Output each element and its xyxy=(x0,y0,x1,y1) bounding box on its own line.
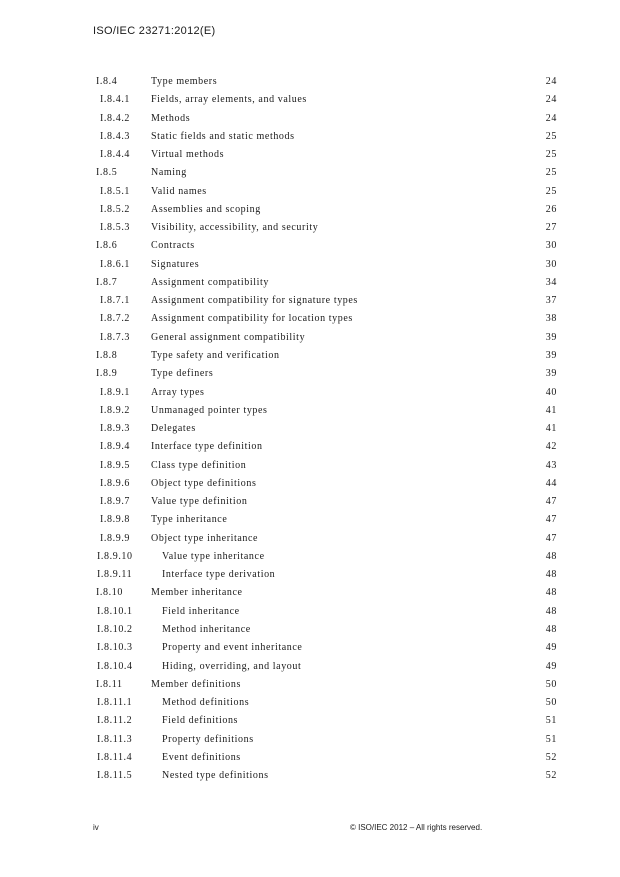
toc-entry[interactable] xyxy=(0,621,620,639)
toc-entry[interactable] xyxy=(0,256,620,274)
toc-entry-title: Static fields and static methods xyxy=(151,130,295,142)
toc-entry-number: I.8.11.4 xyxy=(97,751,133,763)
toc-entry-number: I.8.5.2 xyxy=(100,203,131,215)
toc-entry-page: 43 xyxy=(545,459,557,471)
toc-entry-number: I.8.10.1 xyxy=(97,605,133,617)
toc-entry-page: 48 xyxy=(545,605,557,617)
toc-entry-title: Type members xyxy=(151,76,218,87)
toc-entry-title: Contracts xyxy=(151,240,195,252)
toc-entry-page: 49 xyxy=(545,642,557,654)
toc-entry-number: I.8.11 xyxy=(96,678,123,690)
toc-entry-page: 51 xyxy=(545,715,557,727)
toc-entry-title: Delegates xyxy=(151,423,196,435)
table-of-contents xyxy=(0,73,620,785)
toc-entry-title: Assignment compatibility xyxy=(151,276,270,288)
toc-entry-page: 50 xyxy=(545,697,557,709)
toc-entry-title: Property and event inheritance xyxy=(162,642,303,654)
toc-entry-number: I.8.10.3 xyxy=(97,642,133,654)
toc-entry[interactable] xyxy=(0,457,620,475)
toc-entry-number: I.8.7 xyxy=(96,276,118,288)
toc-entry-page: 44 xyxy=(545,477,557,489)
toc-entry-number: I.8.4.2 xyxy=(100,112,131,124)
toc-entry[interactable] xyxy=(0,110,620,128)
toc-entry-title: Signatures xyxy=(151,258,200,270)
toc-entry-number: I.8.4.4 xyxy=(100,149,131,161)
toc-entry-page: 49 xyxy=(545,660,557,672)
toc-entry-number: I.8.7.2 xyxy=(100,313,131,325)
toc-entry[interactable] xyxy=(0,731,620,749)
toc-entry[interactable] xyxy=(0,183,620,201)
toc-entry[interactable] xyxy=(0,365,620,383)
toc-entry-title: Type definers xyxy=(151,368,214,380)
toc-entry[interactable] xyxy=(0,658,620,676)
toc-entry-title: Unmanaged pointer types xyxy=(151,404,268,416)
toc-entry-number: I.8.9.3 xyxy=(100,423,131,435)
toc-entry-title: Virtual methods xyxy=(151,149,225,161)
toc-entry[interactable] xyxy=(0,164,620,182)
toc-entry-number: I.8.4 xyxy=(96,76,118,87)
toc-entry[interactable] xyxy=(0,146,620,164)
toc-entry-number: I.8.11.3 xyxy=(97,733,133,745)
toc-entry-number: I.8.11.2 xyxy=(97,715,133,727)
toc-entry-title: Type inheritance xyxy=(151,514,228,526)
toc-entry-number: I.8.9 xyxy=(96,368,118,380)
toc-entry[interactable] xyxy=(0,219,620,237)
toc-entry-number: I.8.10.4 xyxy=(97,660,133,672)
toc-entry[interactable] xyxy=(0,274,620,292)
toc-entry-page: 47 xyxy=(545,532,557,544)
toc-entry[interactable] xyxy=(0,767,620,785)
toc-entry[interactable] xyxy=(0,420,620,438)
toc-entry-page: 38 xyxy=(545,313,557,325)
toc-entry-number: I.8.6.1 xyxy=(100,258,131,270)
toc-entry-title: Member inheritance xyxy=(151,587,243,599)
toc-entry-title: Hiding, overriding, and layout xyxy=(162,660,302,672)
toc-entry-number: I.8.11.1 xyxy=(97,697,133,709)
toc-entry-number: I.8.9.10 xyxy=(97,550,133,562)
toc-entry-number: I.8.9.8 xyxy=(100,514,131,526)
toc-entry-number: I.8.9.2 xyxy=(100,404,131,416)
toc-entry[interactable] xyxy=(0,749,620,767)
toc-entry-number: I.8.9.9 xyxy=(100,532,131,544)
toc-entry-title: Object type definitions xyxy=(151,477,257,489)
toc-entry[interactable] xyxy=(0,584,620,602)
toc-entry-page: 42 xyxy=(545,441,557,453)
toc-entry-number: I.8.10 xyxy=(96,587,123,599)
toc-entry-number: I.8.9.11 xyxy=(97,569,133,581)
toc-entry[interactable] xyxy=(0,639,620,657)
toc-entry-page: 39 xyxy=(545,349,557,361)
toc-entry[interactable] xyxy=(0,329,620,347)
toc-entry-page: 25 xyxy=(545,167,557,179)
toc-entry-page: 30 xyxy=(545,258,557,270)
toc-entry[interactable] xyxy=(0,511,620,529)
toc-entry-page: 50 xyxy=(545,678,557,690)
toc-entry[interactable] xyxy=(0,384,620,402)
copyright-notice: © ISO/IEC 2012 – All rights reserved. xyxy=(350,823,483,832)
toc-entry-page: 24 xyxy=(545,94,557,106)
toc-entry[interactable] xyxy=(0,475,620,493)
toc-entry-page: 41 xyxy=(545,423,557,435)
toc-entry-title: General assignment compatibility xyxy=(151,331,306,343)
toc-entry-page: 27 xyxy=(545,222,557,234)
toc-entry-page: 52 xyxy=(545,751,557,763)
toc-entry-number: I.8.10.2 xyxy=(97,623,133,635)
toc-entry[interactable] xyxy=(0,438,620,456)
toc-entry-title: Method inheritance xyxy=(162,623,251,635)
toc-entry-page: 51 xyxy=(545,733,557,745)
toc-entry-number: I.8.11.5 xyxy=(97,770,133,782)
toc-entry-page: 40 xyxy=(545,386,557,398)
toc-entry[interactable] xyxy=(0,73,620,91)
toc-entry-number: I.8.5.1 xyxy=(100,185,131,197)
toc-entry-number: I.8.9.1 xyxy=(100,386,131,398)
toc-entry[interactable] xyxy=(0,566,620,584)
toc-entry-page: 48 xyxy=(545,569,557,581)
toc-entry-title: Class type definition xyxy=(151,459,247,471)
document-id: ISO/IEC 23271:2012(E) xyxy=(93,25,216,37)
toc-entry-number: I.8.9.5 xyxy=(100,459,131,471)
toc-entry-page: 48 xyxy=(545,550,557,562)
toc-entry-title: Naming xyxy=(151,167,187,179)
toc-entry-number: I.8.5 xyxy=(96,167,118,179)
toc-entry-number: I.8.8 xyxy=(96,349,118,361)
toc-entry-title: Type safety and verification xyxy=(151,349,280,361)
toc-entry-number: I.8.9.7 xyxy=(100,496,131,508)
toc-entry-title: Value type inheritance xyxy=(162,550,265,562)
toc-entry-page: 52 xyxy=(545,770,557,782)
toc-entry[interactable] xyxy=(0,128,620,146)
toc-entry-title: Field inheritance xyxy=(162,605,240,617)
toc-entry-title: Methods xyxy=(151,112,191,124)
toc-entry-title: Interface type derivation xyxy=(162,569,276,581)
toc-entry-title: Assignment compatibility for location types xyxy=(151,313,353,325)
toc-entry-number: I.8.9.4 xyxy=(100,441,131,453)
toc-entry-number: I.8.5.3 xyxy=(100,222,131,234)
toc-entry-page: 41 xyxy=(545,404,557,416)
toc-entry-title: Valid names xyxy=(151,185,207,197)
toc-entry[interactable] xyxy=(0,694,620,712)
toc-entry-title: Field definitions xyxy=(162,715,239,727)
toc-entry-title: Value type definition xyxy=(151,496,248,508)
toc-entry-page: 25 xyxy=(545,185,557,197)
toc-entry-title: Event definitions xyxy=(162,751,241,763)
toc-entry-page: 26 xyxy=(545,203,557,215)
page-number: iv xyxy=(93,823,99,832)
toc-entry[interactable] xyxy=(0,712,620,730)
toc-entry[interactable] xyxy=(0,603,620,621)
toc-entry-title: Nested type definitions xyxy=(162,770,269,782)
toc-entry-page: 25 xyxy=(545,149,557,161)
toc-entry-number: I.8.6 xyxy=(96,240,118,252)
toc-entry-page: 47 xyxy=(545,514,557,526)
toc-entry-title: Interface type definition xyxy=(151,441,263,453)
toc-entry-title: Property definitions xyxy=(162,733,254,745)
toc-entry[interactable] xyxy=(0,237,620,255)
toc-entry-number: I.8.7.1 xyxy=(100,295,131,307)
toc-entry-title: Visibility, accessibility, and security xyxy=(151,222,319,234)
toc-entry[interactable] xyxy=(0,493,620,511)
toc-entry[interactable] xyxy=(0,310,620,328)
toc-entry[interactable] xyxy=(0,530,620,548)
toc-entry-number: I.8.9.6 xyxy=(100,477,131,489)
toc-entry[interactable] xyxy=(0,201,620,219)
toc-entry-page: 39 xyxy=(545,368,557,380)
toc-entry[interactable] xyxy=(0,676,620,694)
toc-entry-page: 24 xyxy=(545,76,557,87)
toc-entry[interactable] xyxy=(0,292,620,310)
toc-entry-title: Assemblies and scoping xyxy=(151,203,261,215)
toc-entry-page: 47 xyxy=(545,496,557,508)
toc-entry-number: I.8.7.3 xyxy=(100,331,131,343)
toc-entry-page: 24 xyxy=(545,112,557,124)
toc-entry-title: Array types xyxy=(151,386,205,398)
toc-entry-number: I.8.4.3 xyxy=(100,130,131,142)
toc-entry-page: 48 xyxy=(545,623,557,635)
toc-entry-number: I.8.4.1 xyxy=(100,94,131,106)
toc-entry[interactable] xyxy=(0,548,620,566)
toc-entry-title: Fields, array elements, and values xyxy=(151,94,307,106)
toc-entry-title: Method definitions xyxy=(162,697,250,709)
toc-entry-page: 37 xyxy=(545,295,557,307)
toc-entry-page: 39 xyxy=(545,331,557,343)
toc-entry-page: 25 xyxy=(545,130,557,142)
toc-entry[interactable] xyxy=(0,91,620,109)
toc-entry-title: Assignment compatibility for signature types xyxy=(151,295,358,307)
toc-entry-page: 34 xyxy=(545,276,557,288)
toc-entry[interactable] xyxy=(0,347,620,365)
toc-entry-title: Object type inheritance xyxy=(151,532,259,544)
toc-entry-title: Member definitions xyxy=(151,678,241,690)
toc-entry-page: 48 xyxy=(545,587,557,599)
toc-entry[interactable] xyxy=(0,402,620,420)
toc-entry-page: 30 xyxy=(545,240,557,252)
